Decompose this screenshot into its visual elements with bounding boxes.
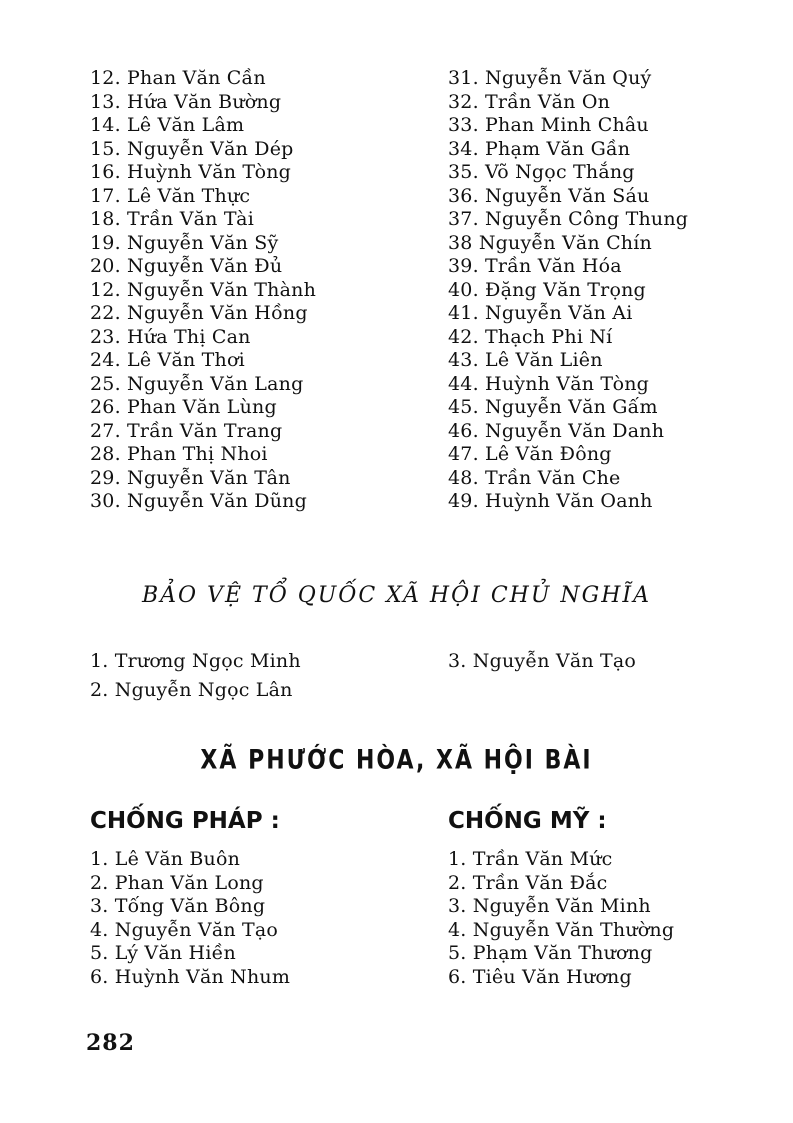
list-item: 29. Nguyễn Văn Tân	[90, 466, 291, 489]
list-item: 48. Trần Văn Che	[448, 466, 621, 489]
list-item: 1. Lê Văn Buôn	[90, 848, 241, 870]
list-item: 3. Nguyễn Văn Tạo	[448, 650, 637, 672]
subheading-chong-my: CHỐNG MỸ :	[448, 808, 607, 834]
list-item: 2. Phan Văn Long	[90, 871, 264, 894]
section-list-right	[448, 647, 778, 676]
list-item: 6. Huỳnh Văn Nhum	[90, 965, 291, 988]
list-item: 3. Nguyễn Văn Minh	[448, 895, 651, 917]
list-item: 1. Trương Ngọc Minh	[90, 650, 301, 672]
list-item: 28. Phan Thị Nhoi	[90, 443, 268, 465]
list-item: 5. Lý Văn Hiền	[90, 942, 236, 964]
name-list-top-left	[90, 67, 420, 514]
list-item: 32. Trần Văn On	[448, 90, 611, 113]
list-item: 27. Trần Văn Trang	[90, 419, 283, 442]
list-item: 6. Tiêu Văn Hương	[448, 965, 632, 988]
list-item: 39. Trần Văn Hóa	[448, 255, 622, 277]
list-item: 24. Lê Văn Thơi	[90, 349, 245, 371]
list-item: 30. Nguyễn Văn Dũng	[90, 490, 307, 512]
list-item: 47. Lê Văn Đông	[448, 443, 612, 465]
commune-heading: XÃ PHƯỚC HÒA, XÃ HỘI BÀI	[200, 745, 593, 776]
list-item: 18. Trần Văn Tài	[90, 208, 254, 230]
list-item: 12. Nguyễn Văn Thành	[90, 278, 317, 301]
subheading-chong-phap: CHỐNG PHÁP :	[90, 808, 280, 834]
name-list-top-right	[448, 67, 778, 514]
list-item: 36. Nguyễn Văn Sáu	[448, 184, 650, 207]
list-item: 16. Huỳnh Văn Tòng	[90, 161, 292, 183]
list-item: 13. Hứa Văn Bường	[90, 90, 282, 113]
list-item: 1. Trần Văn Mức	[448, 848, 613, 870]
list-item: 33. Phan Minh Châu	[448, 114, 649, 136]
name-list-bottom-left	[90, 848, 420, 989]
list-item: 15. Nguyễn Văn Dép	[90, 137, 294, 160]
list-item: 19. Nguyễn Văn Sỹ	[90, 231, 279, 254]
list-item: 2. Trần Văn Đắc	[448, 871, 608, 894]
list-item: 3. Tống Văn Bông	[90, 895, 266, 917]
list-item: 42. Thạch Phi Ní	[448, 325, 613, 348]
list-item: 35. Võ Ngọc Thắng	[448, 161, 635, 183]
list-item: 25. Nguyễn Văn Lang	[90, 372, 304, 395]
list-item: 49. Huỳnh Văn Oanh	[448, 490, 653, 512]
list-item: 17. Lê Văn Thực	[90, 184, 251, 207]
section-heading: BẢO VỆ TỔ QUỐC XÃ HỘI CHỦ NGHĨA	[142, 583, 651, 608]
list-item: 14. Lê Văn Lâm	[90, 114, 245, 136]
list-item: 12. Phan Văn Cần	[90, 67, 266, 89]
list-item: 43. Lê Văn Liên	[448, 349, 603, 371]
list-item: 38 Nguyễn Văn Chín	[448, 231, 652, 254]
list-item: 37. Nguyễn Công Thung	[448, 208, 689, 230]
list-item: 40. Đặng Văn Trọng	[448, 278, 646, 301]
list-item: 46. Nguyễn Văn Danh	[448, 419, 665, 442]
list-item: 31. Nguyễn Văn Quý	[448, 67, 652, 89]
list-item: 45. Nguyễn Văn Gấm	[448, 396, 658, 418]
list-item: 2. Nguyễn Ngọc Lân	[90, 679, 293, 701]
list-item: 5. Phạm Văn Thương	[448, 942, 653, 964]
list-item: 22. Nguyễn Văn Hồng	[90, 302, 308, 324]
list-item: 4. Nguyễn Văn Thường	[448, 918, 675, 941]
list-item: 44. Huỳnh Văn Tòng	[448, 372, 650, 395]
name-list-bottom-right	[448, 848, 778, 989]
page-number: 282	[86, 1030, 135, 1056]
list-item: 20. Nguyễn Văn Đủ	[90, 255, 283, 277]
list-item: 23. Hứa Thị Can	[90, 325, 251, 348]
list-item: 4. Nguyễn Văn Tạo	[90, 918, 279, 941]
section-list-left	[90, 647, 420, 705]
list-item: 26. Phan Văn Lùng	[90, 396, 277, 418]
list-item: 41. Nguyễn Văn Ai	[448, 302, 633, 324]
list-item: 34. Phạm Văn Gần	[448, 137, 631, 160]
